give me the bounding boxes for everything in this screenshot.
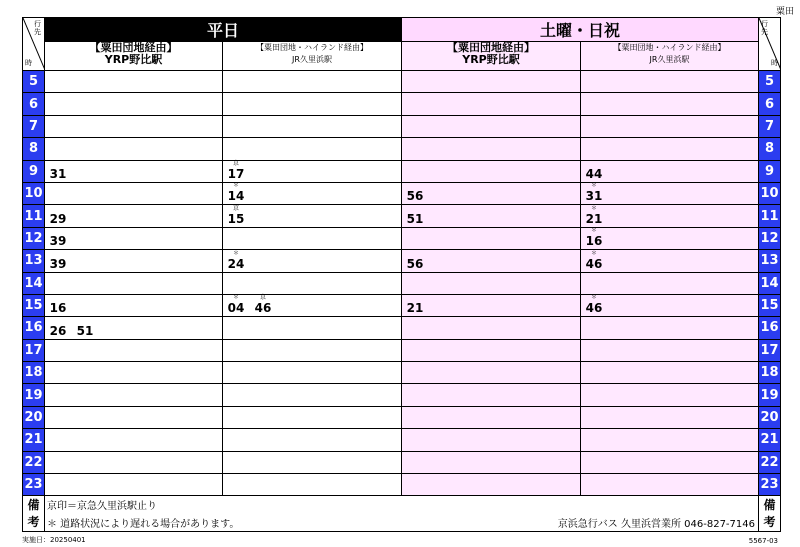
- hour-label: 11: [23, 205, 45, 227]
- departure-minute: 56: [406, 256, 424, 271]
- departure-minute: 21: [406, 301, 424, 316]
- minutes-cell: [581, 250, 759, 272]
- departure-minute: 京 15: [227, 204, 245, 226]
- hour-label: 12: [759, 227, 781, 249]
- minutes-cell: [45, 406, 223, 428]
- notes-area: [45, 496, 759, 532]
- minutes-cell: [402, 205, 581, 227]
- minutes-cell: [402, 451, 581, 473]
- weekend-header: 土曜・日祝: [402, 18, 759, 42]
- table-code: 5567-03: [748, 537, 778, 545]
- corner-dest-label: 行先: [761, 20, 768, 36]
- minutes-cell: [581, 294, 759, 316]
- hour-row: [23, 317, 781, 339]
- minutes-cell: [223, 227, 402, 249]
- minutes-cell: [581, 339, 759, 361]
- minutes-cell: [581, 429, 759, 451]
- weekend-col1-header: 【粟田団地経由】 YRP野比駅: [402, 42, 581, 71]
- hour-row: [23, 250, 781, 272]
- notes-label-right: 備 考: [759, 496, 781, 532]
- minutes-cell: [402, 227, 581, 249]
- minutes-cell: [223, 317, 402, 339]
- minutes-cell: [45, 71, 223, 93]
- effective-date: 実施日：20250401: [22, 536, 86, 544]
- departure-minute: 京 46: [254, 294, 272, 316]
- corner-hour-label: 時: [771, 59, 778, 67]
- minutes-cell: [402, 384, 581, 406]
- hour-row: [23, 160, 781, 182]
- minutes-cell: [581, 406, 759, 428]
- hour-label: 6: [759, 93, 781, 115]
- hour-label: 22: [23, 451, 45, 473]
- minutes-cell: [581, 451, 759, 473]
- minutes-cell: [402, 250, 581, 272]
- minutes-cell: [223, 160, 402, 182]
- minutes-cell: [223, 272, 402, 294]
- minutes-cell: [581, 138, 759, 160]
- minutes-cell: [45, 294, 223, 316]
- hour-label: 11: [759, 205, 781, 227]
- departure-mark: 京: [232, 204, 239, 212]
- hour-label: 15: [23, 294, 45, 316]
- hour-row: [23, 362, 781, 384]
- departure-minute: ＊ 46: [585, 294, 603, 316]
- departure-minute: ＊ 04: [227, 294, 245, 316]
- departure-minute: ＊ 46: [585, 249, 603, 271]
- minutes-cell: [45, 362, 223, 384]
- hour-label: 18: [759, 362, 781, 384]
- hour-row: [23, 205, 781, 227]
- minutes-cell: [581, 93, 759, 115]
- departure-mark: 京: [232, 159, 239, 167]
- hour-label: 17: [759, 339, 781, 361]
- departure-mark: 京: [259, 294, 266, 302]
- minutes-cell: [45, 115, 223, 137]
- hour-row: [23, 294, 781, 316]
- corner-header-right: [759, 18, 781, 71]
- hour-label: 21: [759, 429, 781, 451]
- minutes-cell: [45, 339, 223, 361]
- minutes-cell: [223, 115, 402, 137]
- minutes-cell: [402, 115, 581, 137]
- minutes-cell: [45, 138, 223, 160]
- minutes-cell: [45, 227, 223, 249]
- minutes-cell: [223, 362, 402, 384]
- minutes-cell: [45, 317, 223, 339]
- hour-label: 20: [23, 406, 45, 428]
- minutes-cell: [223, 474, 402, 496]
- departure-minute: 39: [49, 256, 67, 271]
- weekday-col1-header: 【粟田団地経由】 YRP野比駅: [45, 42, 223, 71]
- minutes-cell: [45, 182, 223, 204]
- hour-label: 20: [759, 406, 781, 428]
- minutes-cell: [402, 272, 581, 294]
- minutes-cell: [402, 339, 581, 361]
- hour-label: 9: [23, 160, 45, 182]
- hour-label: 23: [23, 474, 45, 496]
- departure-minute: ＊ 24: [227, 249, 245, 271]
- note-delay: ＊ 道路状況により遅れる場合があります。: [47, 519, 240, 531]
- hour-row: [23, 451, 781, 473]
- departure-minute: 51: [406, 211, 424, 226]
- departure-mark: ＊: [232, 182, 239, 190]
- minutes-cell: [581, 71, 759, 93]
- minutes-cell: [45, 160, 223, 182]
- minutes-cell: [223, 93, 402, 115]
- stop-name-corner: 粟田: [775, 7, 794, 17]
- departure-minute: 39: [49, 234, 67, 249]
- departure-minute: 京 17: [227, 159, 245, 181]
- hour-label: 13: [759, 250, 781, 272]
- minutes-cell: [402, 406, 581, 428]
- note-kyo-mark: 京印＝京急久里浜駅止り: [47, 501, 157, 513]
- hour-label: 18: [23, 362, 45, 384]
- hour-label: 8: [23, 138, 45, 160]
- minutes-cell: [581, 205, 759, 227]
- departure-minute: 16: [49, 301, 67, 316]
- departure-mark: ＊: [590, 249, 597, 257]
- corner-dest-label: 行先: [34, 20, 41, 36]
- minutes-cell: [45, 451, 223, 473]
- minutes-cell: [581, 317, 759, 339]
- departure-minute: 44: [585, 166, 603, 181]
- minutes-cell: [223, 406, 402, 428]
- hour-label: 12: [23, 227, 45, 249]
- minutes-cell: [223, 429, 402, 451]
- minutes-cell: [223, 71, 402, 93]
- departure-mark: ＊: [590, 227, 597, 235]
- hour-row: [23, 182, 781, 204]
- minutes-cell: [581, 227, 759, 249]
- departure-mark: ＊: [232, 249, 239, 257]
- hour-label: 16: [23, 317, 45, 339]
- hour-label: 7: [23, 115, 45, 137]
- minutes-cell: [45, 93, 223, 115]
- departure-minute: 31: [49, 166, 67, 181]
- timetable: [22, 17, 781, 532]
- minutes-cell: [223, 451, 402, 473]
- minutes-cell: [45, 474, 223, 496]
- minutes-cell: [45, 384, 223, 406]
- hour-row: [23, 474, 781, 496]
- minutes-cell: [402, 138, 581, 160]
- departure-minute: ＊ 21: [585, 204, 603, 226]
- hour-row: [23, 71, 781, 93]
- minutes-cell: [402, 93, 581, 115]
- hour-label: 14: [759, 272, 781, 294]
- hour-label: 5: [23, 71, 45, 93]
- minutes-cell: [223, 384, 402, 406]
- departure-minute: ＊ 14: [227, 182, 245, 204]
- minutes-cell: [581, 384, 759, 406]
- hour-label: 5: [759, 71, 781, 93]
- departure-mark: ＊: [232, 294, 239, 302]
- minutes-cell: [223, 138, 402, 160]
- departure-mark: ＊: [590, 294, 597, 302]
- minutes-cell: [581, 362, 759, 384]
- hour-row: [23, 429, 781, 451]
- hour-row: [23, 339, 781, 361]
- departure-mark: ＊: [590, 182, 597, 190]
- hour-label: 7: [759, 115, 781, 137]
- minutes-cell: [402, 294, 581, 316]
- departure-minute: 51: [76, 323, 94, 338]
- hour-row: [23, 115, 781, 137]
- minutes-cell: [402, 182, 581, 204]
- weekday-header: 平日: [45, 18, 402, 42]
- weekday-col2-header: 【粟田団地・ハイランド経由】 JR久里浜駅: [223, 42, 402, 71]
- minutes-cell: [45, 272, 223, 294]
- minutes-cell: [402, 429, 581, 451]
- minutes-cell: [402, 71, 581, 93]
- minutes-cell: [223, 205, 402, 227]
- hour-label: 6: [23, 93, 45, 115]
- minutes-cell: [402, 474, 581, 496]
- hour-label: 17: [23, 339, 45, 361]
- minutes-cell: [45, 250, 223, 272]
- departure-minute: 29: [49, 211, 67, 226]
- hour-label: 10: [759, 182, 781, 204]
- minutes-cell: [581, 160, 759, 182]
- hour-label: 19: [759, 384, 781, 406]
- hour-label: 9: [759, 160, 781, 182]
- hour-label: 14: [23, 272, 45, 294]
- weekend-col2-header: 【粟田団地・ハイランド経由】 JR久里浜駅: [581, 42, 759, 71]
- operator-info: 京浜急行バス 久里浜営業所 046-827-7146: [557, 519, 755, 531]
- minutes-cell: [223, 339, 402, 361]
- corner-hour-label: 時: [25, 59, 32, 67]
- hour-label: 22: [759, 451, 781, 473]
- hour-label: 16: [759, 317, 781, 339]
- hour-row: [23, 406, 781, 428]
- hour-row: [23, 93, 781, 115]
- hour-label: 19: [23, 384, 45, 406]
- departure-minute: ＊ 31: [585, 182, 603, 204]
- minutes-cell: [581, 115, 759, 137]
- minutes-cell: [223, 294, 402, 316]
- minutes-cell: [402, 317, 581, 339]
- hour-row: [23, 227, 781, 249]
- departure-minute: 56: [406, 189, 424, 204]
- minutes-cell: [223, 182, 402, 204]
- hour-label: 21: [23, 429, 45, 451]
- hour-row: [23, 272, 781, 294]
- hour-label: 23: [759, 474, 781, 496]
- hour-label: 13: [23, 250, 45, 272]
- corner-header-left: [23, 18, 45, 71]
- minutes-cell: [223, 250, 402, 272]
- minutes-cell: [45, 205, 223, 227]
- hour-label: 10: [23, 182, 45, 204]
- minutes-cell: [581, 474, 759, 496]
- departure-minute: ＊ 16: [585, 227, 603, 249]
- departure-mark: ＊: [590, 204, 597, 212]
- notes-label: 備 考: [23, 496, 45, 532]
- hour-label: 15: [759, 294, 781, 316]
- minutes-cell: [402, 362, 581, 384]
- hour-row: [23, 384, 781, 406]
- minutes-cell: [402, 160, 581, 182]
- hour-row: [23, 138, 781, 160]
- minutes-cell: [581, 272, 759, 294]
- minutes-cell: [45, 429, 223, 451]
- hour-label: 8: [759, 138, 781, 160]
- departure-minute: 26: [49, 323, 67, 338]
- minutes-cell: [581, 182, 759, 204]
